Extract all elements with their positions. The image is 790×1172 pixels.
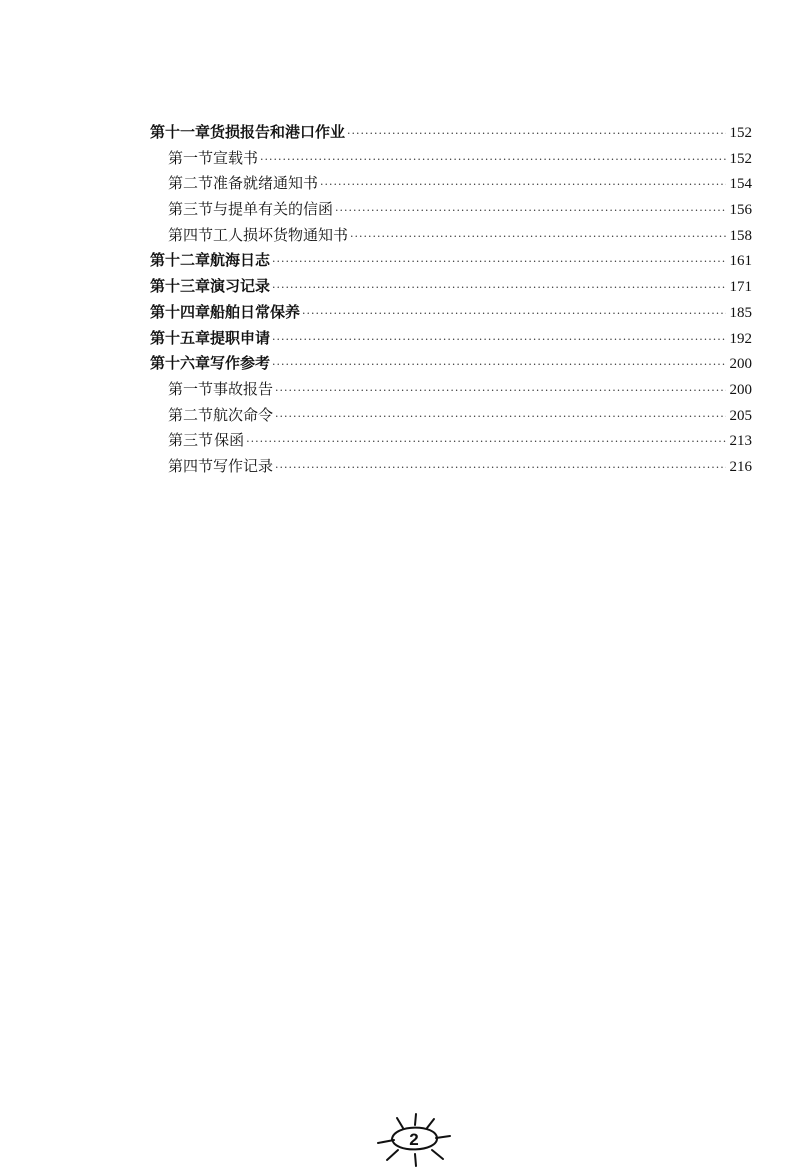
dot-leader bbox=[272, 275, 725, 301]
dot-leader bbox=[272, 352, 725, 378]
toc-row-3[interactable] bbox=[150, 171, 752, 197]
toc-row-4[interactable] bbox=[150, 197, 752, 223]
dot-leader bbox=[302, 301, 725, 327]
dot-leader bbox=[272, 249, 725, 275]
toc-number: 第一节 bbox=[168, 148, 214, 167]
toc-page-number: 200 bbox=[729, 381, 752, 398]
toc-row-2[interactable] bbox=[150, 146, 752, 172]
toc-number: 第十三章 bbox=[150, 277, 211, 296]
sun-badge-icon bbox=[370, 1112, 460, 1168]
toc-page-number: 156 bbox=[729, 202, 752, 219]
toc-page-number: 158 bbox=[729, 227, 752, 244]
toc-number: 第一节 bbox=[168, 379, 214, 398]
toc-row-9[interactable] bbox=[150, 326, 752, 352]
toc-title: 准备就绪通知书 bbox=[213, 174, 319, 193]
toc-title: 船舶日常保养 bbox=[210, 302, 301, 321]
toc-number: 第二节 bbox=[168, 174, 214, 193]
toc-page-number: 216 bbox=[729, 458, 752, 475]
toc-row-5[interactable] bbox=[150, 223, 752, 249]
toc-number: 第十五章 bbox=[150, 328, 211, 347]
toc-number: 第三节 bbox=[168, 200, 214, 219]
toc-title: 宣载书 bbox=[213, 148, 259, 167]
toc-row-14[interactable] bbox=[150, 454, 752, 480]
dot-leader bbox=[275, 378, 725, 404]
toc-page-number: 200 bbox=[729, 356, 752, 373]
toc-row-13[interactable] bbox=[150, 428, 752, 454]
toc-number: 第十一章 bbox=[150, 123, 211, 141]
toc-title: 写作参考 bbox=[210, 354, 271, 373]
toc-number: 第四节 bbox=[168, 225, 214, 244]
toc-title: 事故报告 bbox=[213, 379, 274, 398]
dot-leader bbox=[260, 147, 725, 173]
toc-page-number: 192 bbox=[729, 330, 752, 347]
toc-title: 演习记录 bbox=[210, 277, 271, 296]
dot-leader bbox=[347, 121, 725, 147]
toc-title: 航次命令 bbox=[213, 405, 274, 424]
dot-leader bbox=[350, 224, 725, 250]
toc-title: 写作记录 bbox=[213, 456, 274, 475]
toc-page-number: 154 bbox=[729, 176, 752, 193]
toc-number: 第四节 bbox=[168, 456, 214, 475]
toc-number: 第十六章 bbox=[150, 354, 211, 373]
toc-number: 第十四章 bbox=[150, 302, 211, 321]
dot-leader bbox=[335, 198, 725, 224]
toc-page-number: 185 bbox=[729, 304, 752, 321]
table-of-contents bbox=[150, 120, 752, 480]
toc-title: 与提单有关的信函 bbox=[213, 200, 334, 219]
toc-page-number: 205 bbox=[729, 407, 752, 424]
dot-leader bbox=[246, 429, 725, 455]
dot-leader bbox=[275, 404, 725, 430]
dot-leader bbox=[320, 172, 725, 198]
toc-title: 货损报告和港口作业 bbox=[210, 123, 346, 141]
toc-row-7[interactable] bbox=[150, 274, 752, 300]
toc-page-number: 152 bbox=[729, 150, 752, 167]
toc-title: 航海日志 bbox=[210, 251, 271, 270]
dot-leader bbox=[275, 455, 725, 481]
page-number: 2 bbox=[409, 1130, 419, 1149]
page-folio bbox=[370, 1112, 460, 1168]
toc-page-number: 152 bbox=[729, 125, 752, 141]
toc-number: 第十二章 bbox=[150, 251, 211, 270]
toc-page-number: 213 bbox=[729, 433, 752, 450]
toc-title: 工人损坏货物通知书 bbox=[213, 225, 349, 244]
dot-leader bbox=[272, 327, 725, 353]
toc-row-12[interactable] bbox=[150, 403, 752, 429]
toc-row-11[interactable] bbox=[150, 377, 752, 403]
toc-row-1[interactable] bbox=[150, 120, 752, 146]
toc-title: 提职申请 bbox=[210, 328, 271, 347]
toc-page-number: 161 bbox=[729, 253, 752, 270]
toc-page-number: 171 bbox=[729, 279, 752, 296]
toc-row-8[interactable] bbox=[150, 300, 752, 326]
toc-number: 第二节 bbox=[168, 405, 214, 424]
toc-row-10[interactable] bbox=[150, 351, 752, 377]
toc-title: 保函 bbox=[214, 431, 245, 450]
toc-row-6[interactable] bbox=[150, 248, 752, 274]
toc-number: 第三节 bbox=[168, 431, 214, 450]
